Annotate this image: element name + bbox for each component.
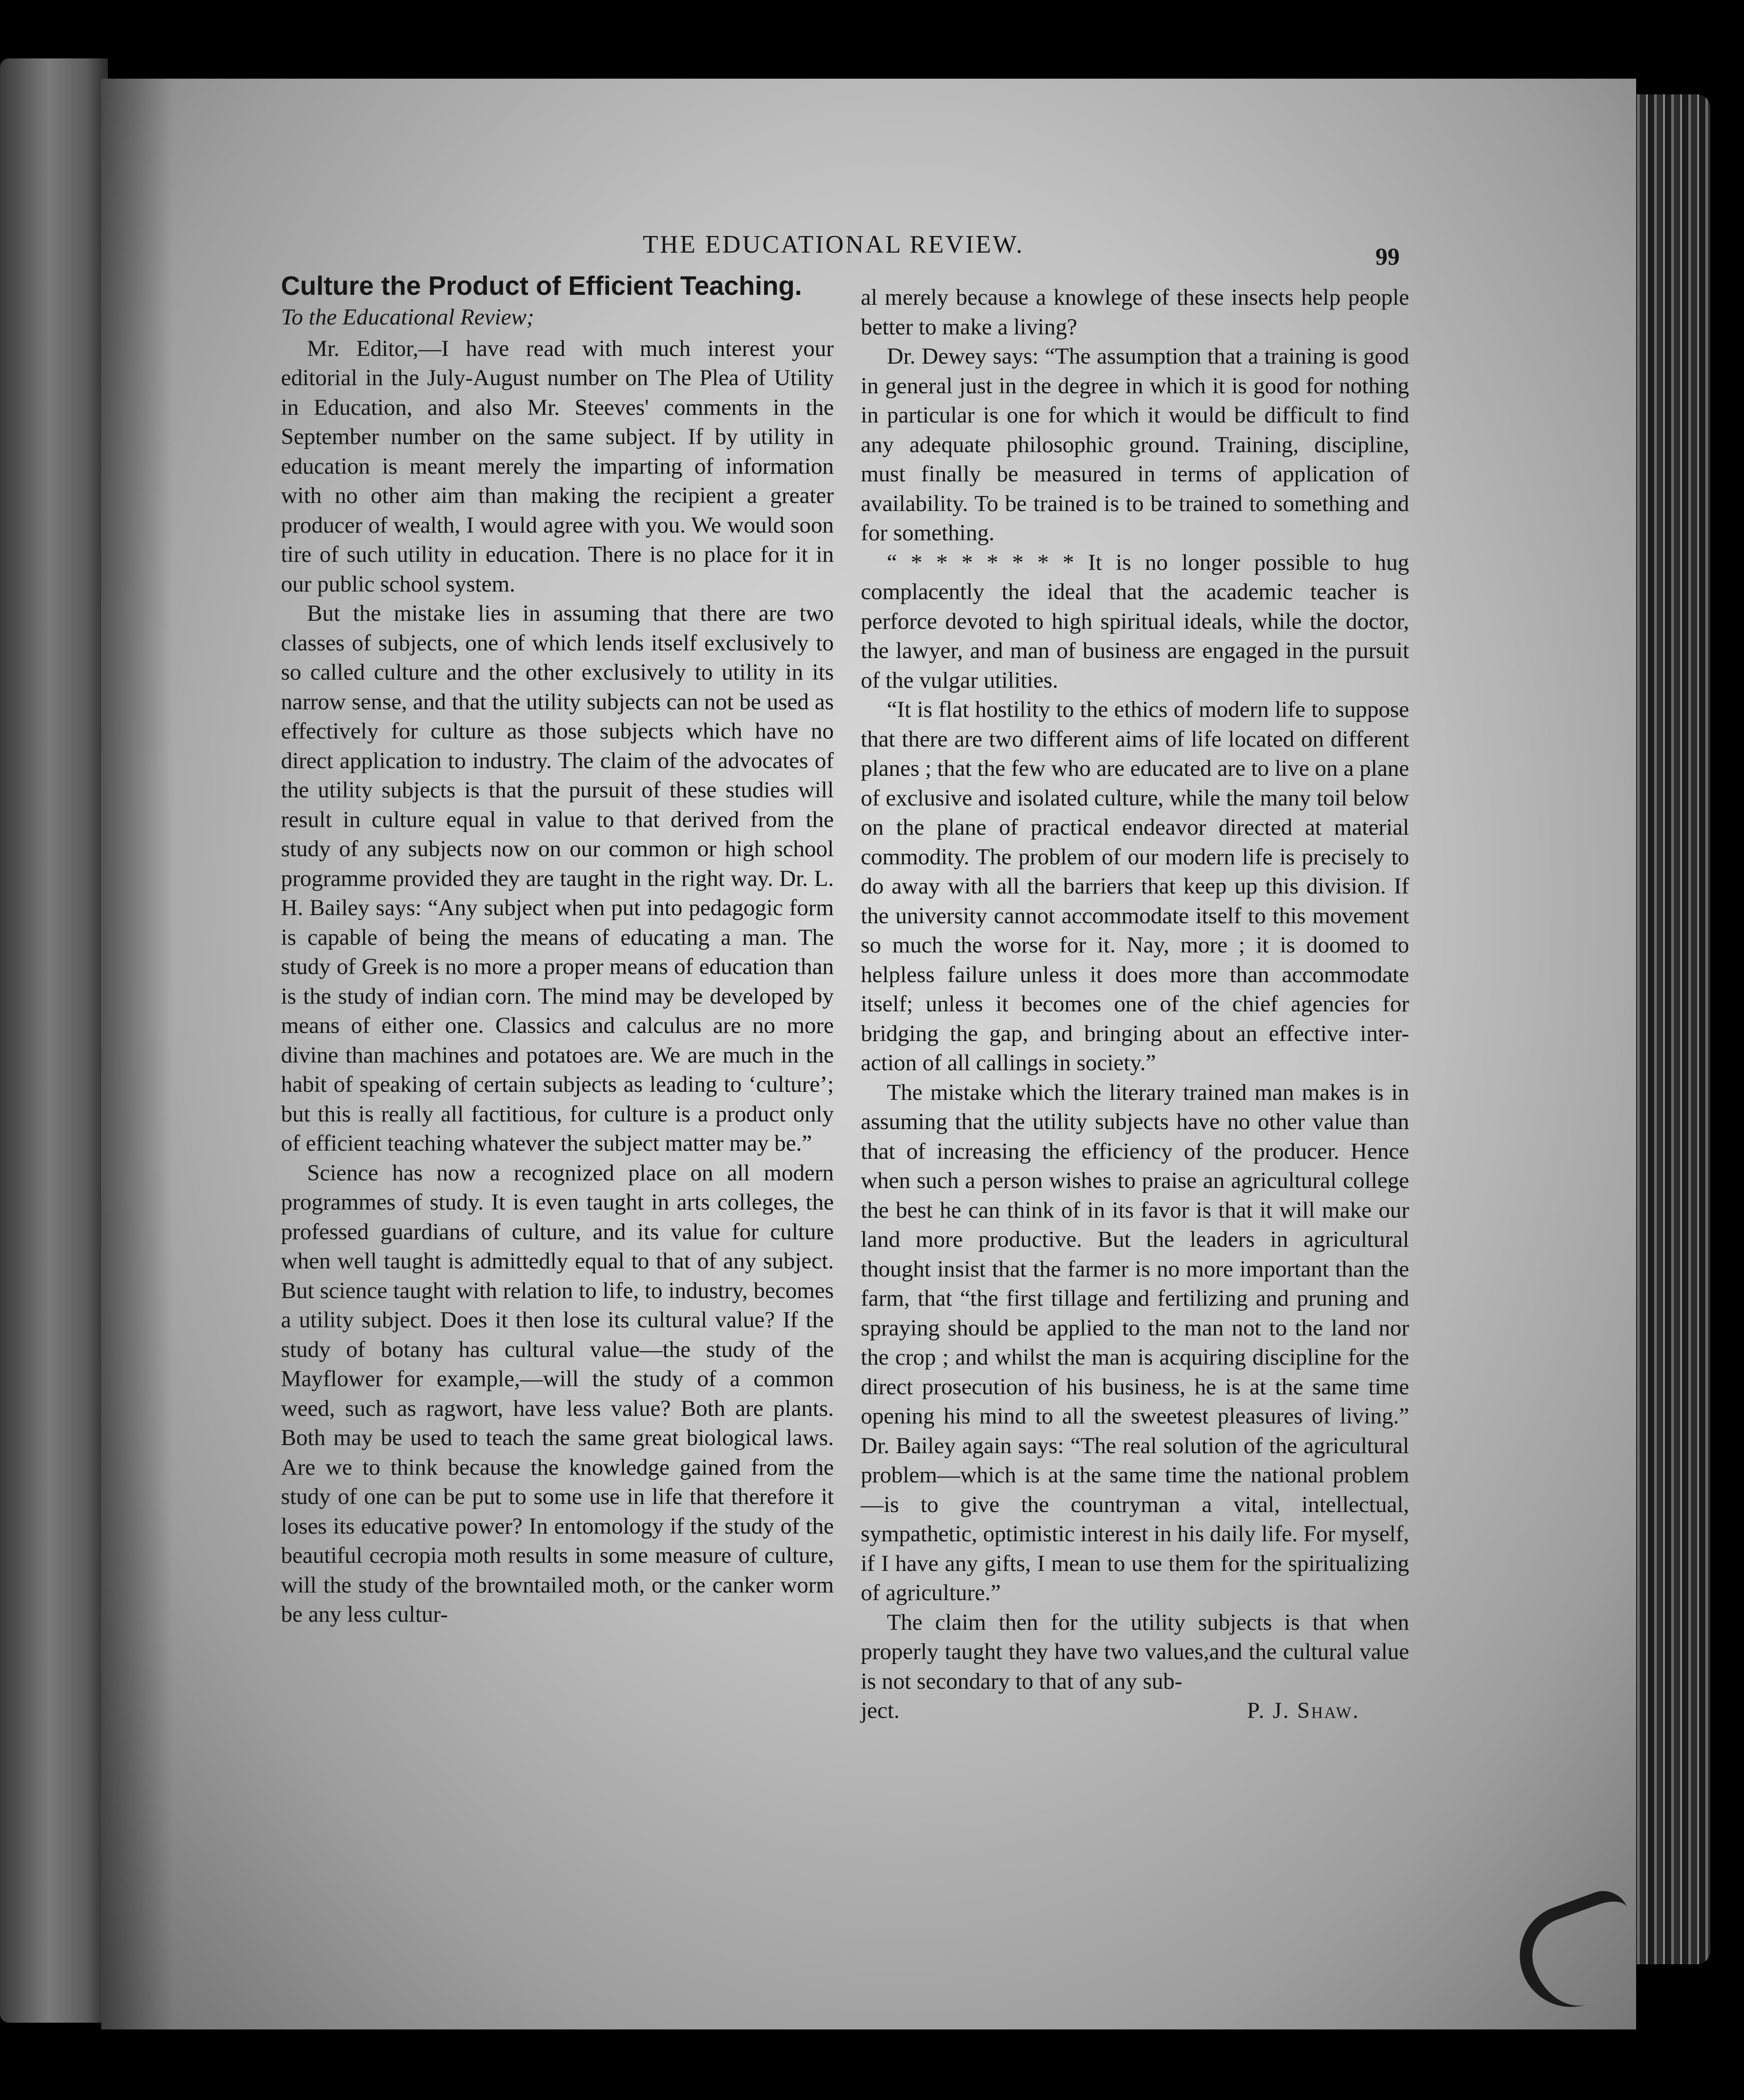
paragraph: “ * * * * * * * It is no longer possible to hug complacently the ideal that the academic teacher is perforce devoted to high spiritual ideals, while the doctor, the lawyer, and man of business are engaged in the pursuit of the vulgar utilities.	[861, 550, 1409, 693]
article-title: Culture the Product of Efficient Teaching.	[281, 271, 802, 301]
closing-line	[861, 1696, 1409, 1726]
running-head: THE EDUCATIONAL REVIEW.	[643, 231, 1024, 258]
left-column	[281, 270, 834, 1630]
closing-fragment: ject.	[861, 1698, 900, 1723]
paragraph: The mistake which the literary trained man makes is in assuming that the utility subjects have no other value than that of increasing the efficiency of the producer. Hence when such a person wishes to praise an agricultural college the best he can think of in its favor is that it will make our land more productive. But the leaders in agricultural thought insist that the farmer is no more important than the farm, that “the first tillage and fertilizing and pruning and spraying should be applied to the man not to the land nor the crop ; and whilst the man is acquiring discipline for the direct prosecution of his business, he is at the same time opening his mind to all the sweetest pleasures of living.” Dr. Bailey again says: “The real solution of the agricultural problem—which is at the same time the national problem—is to give the countryman a vital, intellectual, sympathetic, optimistic interest in his daily life. For myself, if I have any gifts, I mean to use them for the spiritualizing of agriculture.”	[861, 1080, 1409, 1606]
paragraph: Dr. Dewey says: “The assumption that a training is good in general just in the degree in which it is good for nothing in particular is one for which it would be difficult to find any adequate philosophic ground. Training, discipline, must finally be measured in terms of application of availability. To be trained is to be trained to something and for something.	[861, 344, 1409, 546]
right-column	[861, 283, 1409, 1726]
paragraph: “It is flat hostility to the ethics of modern life to suppose that there are two different aims of life located on different planes ; that the few who are educated are to live on a plane of exclusive and isolated culture, while the many toil below on the plane of practical endeavor directed at material commodity. The problem of our modern life is precisely to do away with all the barriers that keep up this division. If the university cannot accommodate itself to this movement so much the worse for it. Nay, more ; it is doomed to helpless failure unless it does more than accommodate itself; unless it becomes one of the chief agencies for bridging the gap, and bringing about an effective inter-action of all callings in society.”	[861, 697, 1409, 1076]
paragraph: Mr. Editor,—I have read with much interest your editorial in the July-August number on The Plea of Utility in Education, and also Mr. Steeves' comments in the September number on the same subject. If by utility in education is meant merely the imparting of information with no other aim than making the recipient a greater producer of wealth, I would agree with you. We would soon tire of such utility in education. There is no place for it in our public school system.	[281, 336, 834, 597]
facing-page-edge	[0, 58, 108, 2023]
paragraph: The claim then for the utility subjects is that when properly taught they have two values,and the cultural value is not secondary to that of any sub-	[861, 1610, 1409, 1694]
paragraph: But the mistake lies in assuming that there are two classes of subjects, one of which lends itself exclusively to so called culture and the other exclusively to utility in its narrow sense, and that the utility subjects can not be used as effectively for culture as those subjects which have no direct application to industry. The claim of the advocates of the utility subjects is that the pursuit of these studies will result in culture equal in value to that derived from the study of any subjects now on our common or high school programme provided they are taught in the right way. Dr. L. H. Bailey says: “Any subject when put into pedagogic form is capable of being the means of educating a man. The study of Greek is no more a proper means of education than is the study of indian corn. The mind may be developed by means of either one. Classics and calculus are no more divine than machines and potatoes are. We are much in the habit of speaking of certain subjects as leading to ‘culture’; but this is really all factitious, for culture is a product only of efficient teaching whatever the subject matter may be.”	[281, 601, 834, 1156]
author-signature: P. J. Shaw.	[1247, 1698, 1360, 1723]
salutation: To the Educational Review;	[281, 305, 534, 330]
paragraph: Science has now a recognized place on all modern programmes of study. It is even taught in arts colleges, the professed guardians of culture, and its value for culture when well taught is admittedly equal to that of any subject. But science taught with relation to life, to industry, becomes a utility subject. Does it then lose its cultural value? If the study of botany has cultural value—the study of the Mayflower for example,—will the study of a common weed, such as ragwort, have less value? Both are plants. Both may be used to teach the same great biological laws. Are we to think because the knowledge gained from the study of one can be put to some use in life that therefore it loses its educative power? In entomology if the study of the beautiful cecropia moth results in some measure of culture, will the study of the browntailed moth, or the canker worm be any less cultur-	[281, 1160, 834, 1627]
paragraph: al merely because a knowlege of these insects help people better to make a living?	[861, 285, 1409, 340]
page-number: 99	[1375, 243, 1400, 270]
